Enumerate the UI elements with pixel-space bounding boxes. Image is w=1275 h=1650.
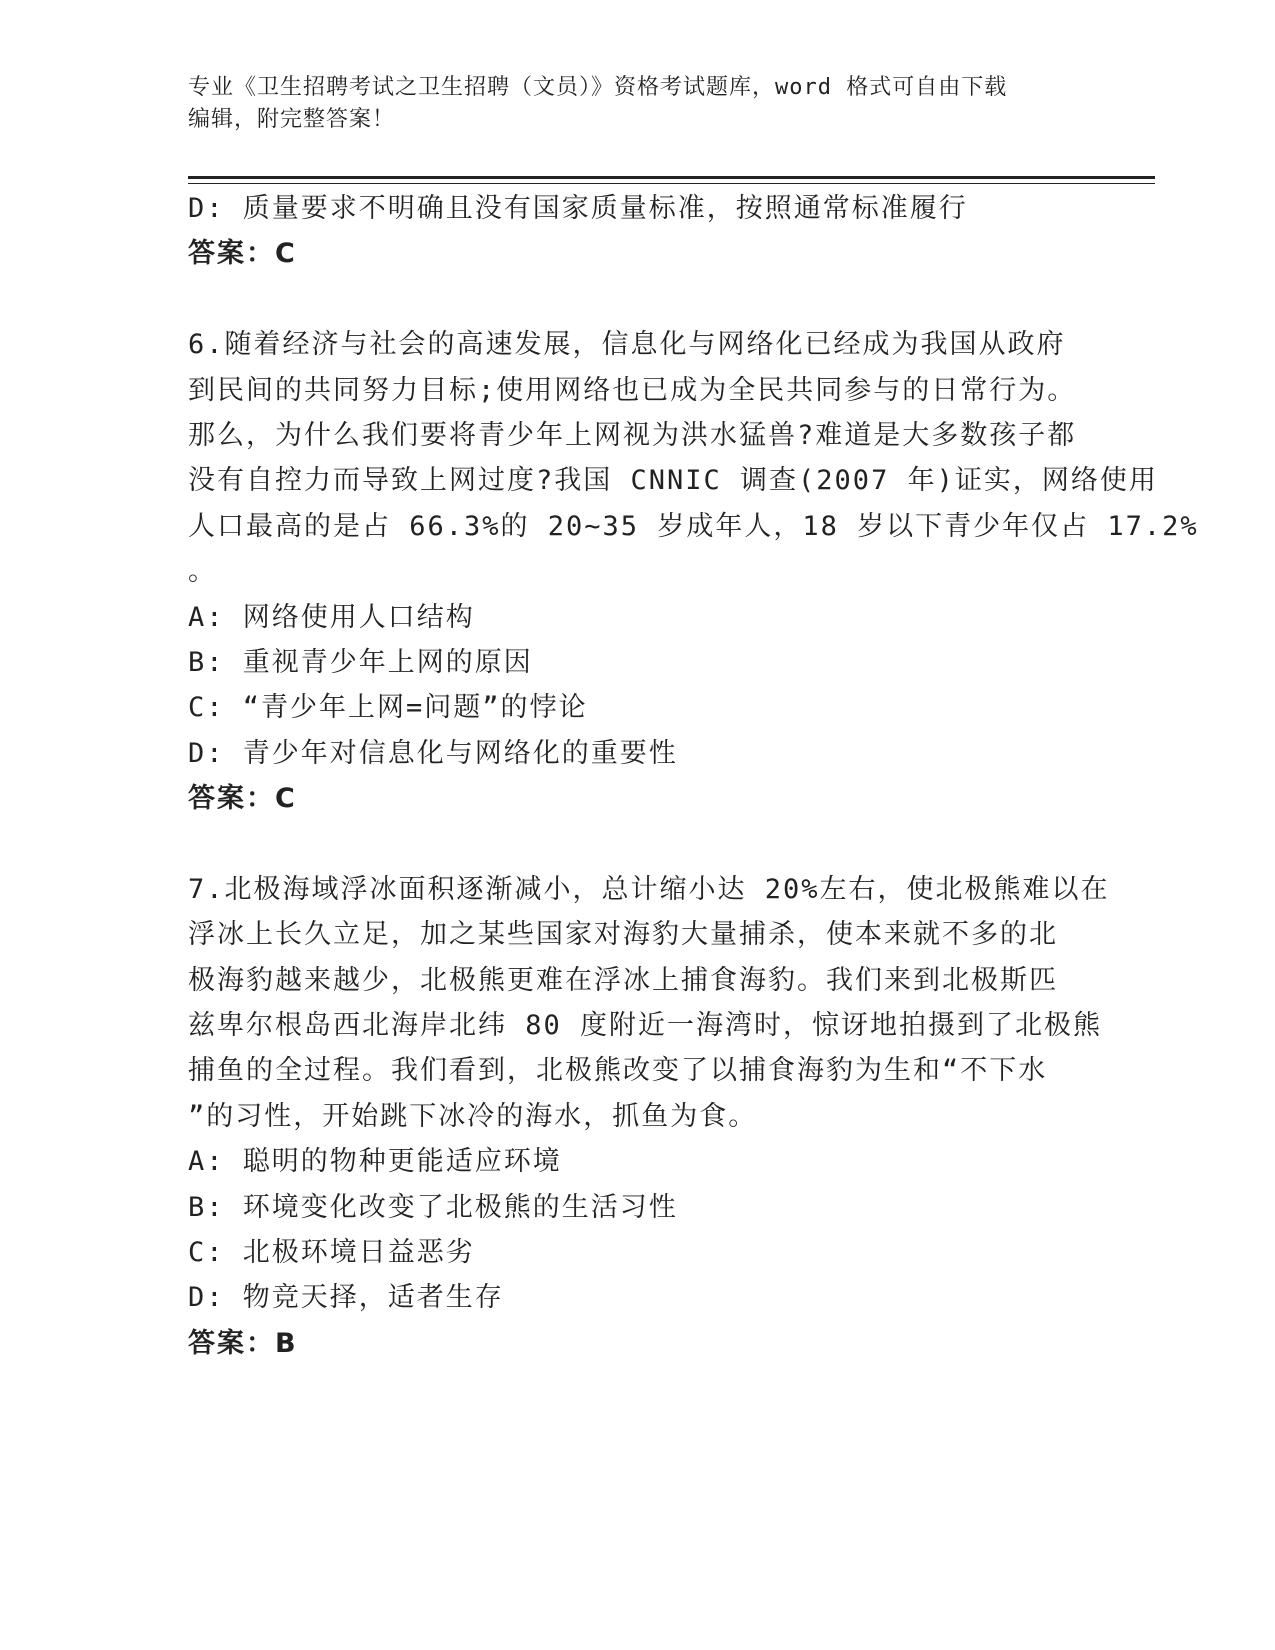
- q7-option-d: D: 物竞天择，适者生存: [188, 1282, 504, 1314]
- q6-option-a: A: 网络使用人口结构: [188, 601, 475, 633]
- q6-stem-line: 没有自控力而导致上网过度?我国 CNNIC 调查(2007 年)证实，网络使用: [188, 465, 1158, 497]
- question-content: [188, 186, 1199, 1366]
- header-line-2: 编辑，附完整答案！: [188, 107, 396, 132]
- header-line-1: 专业《卫生招聘考试之卫生招聘（文员）》资格考试题库，word 格式可自由下载: [188, 75, 1008, 100]
- document-header: [188, 72, 1088, 136]
- q7-stem-line: 兹卑尔根岛西北海岸北纬 80 度附近一海湾时，惊讶地拍摄到了北极熊: [188, 1010, 1103, 1042]
- header-rule-thin: [188, 183, 1155, 184]
- q7-stem-line: 浮冰上长久立足，加之某些国家对海豹大量捕杀，使本来就不多的北: [188, 919, 1058, 951]
- q6-option-b: B: 重视青少年上网的原因: [188, 646, 533, 678]
- header-rule-thick: [188, 176, 1155, 179]
- q7-option-c: C: 北极环境日益恶劣: [188, 1236, 475, 1268]
- q6-stem-line: 那么，为什么我们要将青少年上网视为洪水猛兽?难道是大多数孩子都: [188, 419, 1077, 451]
- spacer: [188, 821, 1088, 866]
- question-7: [188, 867, 1110, 1366]
- q6-stem-line: 6.随着经济与社会的高速发展，信息化与网络化已经成为我国从政府: [188, 329, 1066, 361]
- q7-option-a: A: 聪明的物种更能适应环境: [188, 1146, 562, 1178]
- q6-stem-line: 到民间的共同努力目标;使用网络也已成为全民共同参与的日常行为。: [188, 374, 1077, 406]
- question-6: [188, 322, 1199, 821]
- q6-stem-line: 。: [188, 556, 217, 588]
- q7-option-b: B: 环境变化改变了北极熊的生活习性: [188, 1191, 678, 1223]
- q6-option-d: D: 青少年对信息化与网络化的重要性: [188, 737, 678, 769]
- prev-option-d: D: 质量要求不明确且没有国家质量标准，按照通常标准履行: [188, 193, 968, 224]
- prev-answer: 答案：C: [188, 238, 297, 270]
- q7-stem-line: 捕鱼的全过程。我们看到，北极熊改变了以捕食海豹为生和“不下水: [188, 1055, 1048, 1087]
- q7-stem-line: ”的习性，开始跳下冰冷的海水，抓鱼为食。: [188, 1100, 758, 1132]
- spacer: [188, 277, 1088, 322]
- q7-stem-line: 7.北极海域浮冰面积逐渐减小，总计缩小达 20%左右，使北极熊难以在: [188, 873, 1110, 905]
- q6-stem-line: 人口最高的是占 66.3%的 20~35 岁成年人，18 岁以下青少年仅占 17.2%: [188, 510, 1199, 542]
- q6-answer: 答案：C: [188, 783, 297, 815]
- q6-option-c: C: “青少年上网=问题”的悖论: [188, 692, 588, 724]
- q7-stem-line: 极海豹越来越少，北极熊更难在浮冰上捕食海豹。我们来到北极斯匹: [188, 964, 1058, 996]
- q7-answer: 答案：B: [188, 1327, 298, 1359]
